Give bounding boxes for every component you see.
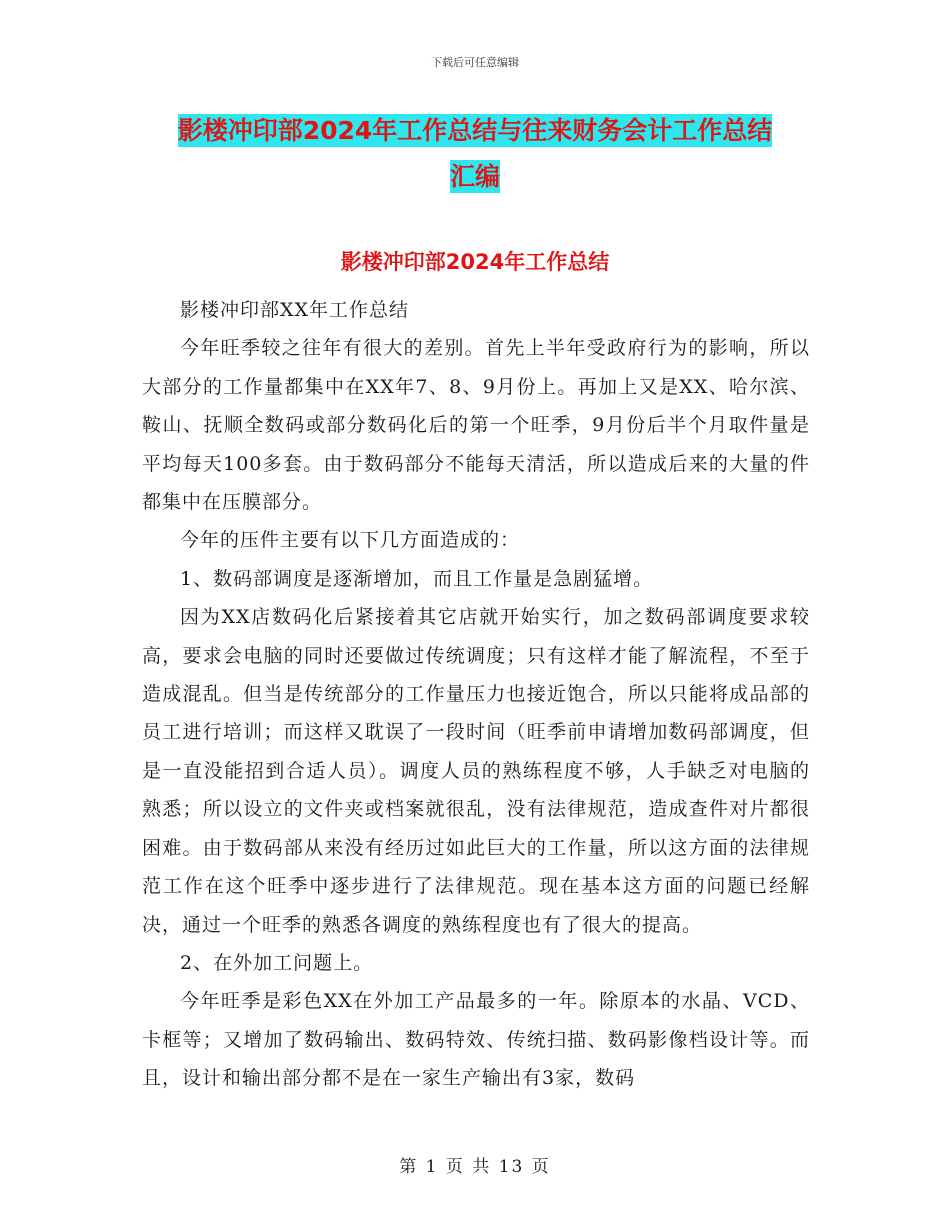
- paragraph: 2、在外加工问题上。: [180, 951, 374, 974]
- paragraph: 因为XX店数码化后紧接着其它店就开始实行，加之数码部调度要求较高，要求会电脑的同时还要做过传统调度；只有这样才能了解流程，不至于造成混乱。但当是传统部分的工作量压力也接近饱合，所以只能将成品部的员工进行培训；而这样又耽误了一段时间（旺季前申请增加数码部调度，但是一直没能招到合适人员）。调度人员的熟练程度不够，人手缺乏对电脑的熟悉；所以设立的文件夹或档案就很乱，没有法律规范，造成查件对片都很困难。由于数码部从来没有经历过如此巨大的工作量，所以这方面的法律规范工作在这个旺季中逐步进行了法律规范。现在基本这方面的问题已经解决，通过一个旺季的熟悉各调度的熟练程度也有了很大的提高。: [142, 606, 810, 936]
- page-footer: 第 1 页 共 13 页: [399, 1157, 551, 1177]
- header-note: 下载后可任意编辑: [431, 56, 519, 69]
- document-title-line-1: 影楼冲印部2024年工作总结与往来财务会计工作总结: [177, 116, 773, 145]
- paragraph: 今年旺季较之往年有很大的差别。首先上半年受政府行为的影响，所以大部分的工作量都集中在XX年7、8、9月份上。再加上又是XX、哈尔滨、鞍山、抚顺全数码或部分数码化后的第一个旺季，9月份后半个月取件量是平均每天100多套。由于数码部分不能每天清活，所以造成后来的大量的件都集中在压膜部分。: [142, 337, 810, 514]
- paragraph: 今年旺季是彩色XX在外加工产品最多的一年。除原本的水晶、VCD、卡框等；又增加了数码输出、数码特效、传统扫描、数码影像档设计等。而且，设计和输出部分都不是在一家生产输出有3家，数码: [142, 990, 810, 1090]
- document-title-line-2: 汇编: [449, 162, 500, 191]
- section-title: 影楼冲印部2024年工作总结: [340, 250, 610, 274]
- paragraph: 1、数码部调度是逐渐增加，而且工作量是急剧猛增。: [180, 567, 654, 590]
- paragraph: 今年的压件主要有以下几方面造成的：: [180, 529, 521, 552]
- document-title: [140, 108, 810, 200]
- paragraph: 影楼冲印部XX年工作总结: [180, 299, 410, 321]
- body-text: [142, 291, 810, 1098]
